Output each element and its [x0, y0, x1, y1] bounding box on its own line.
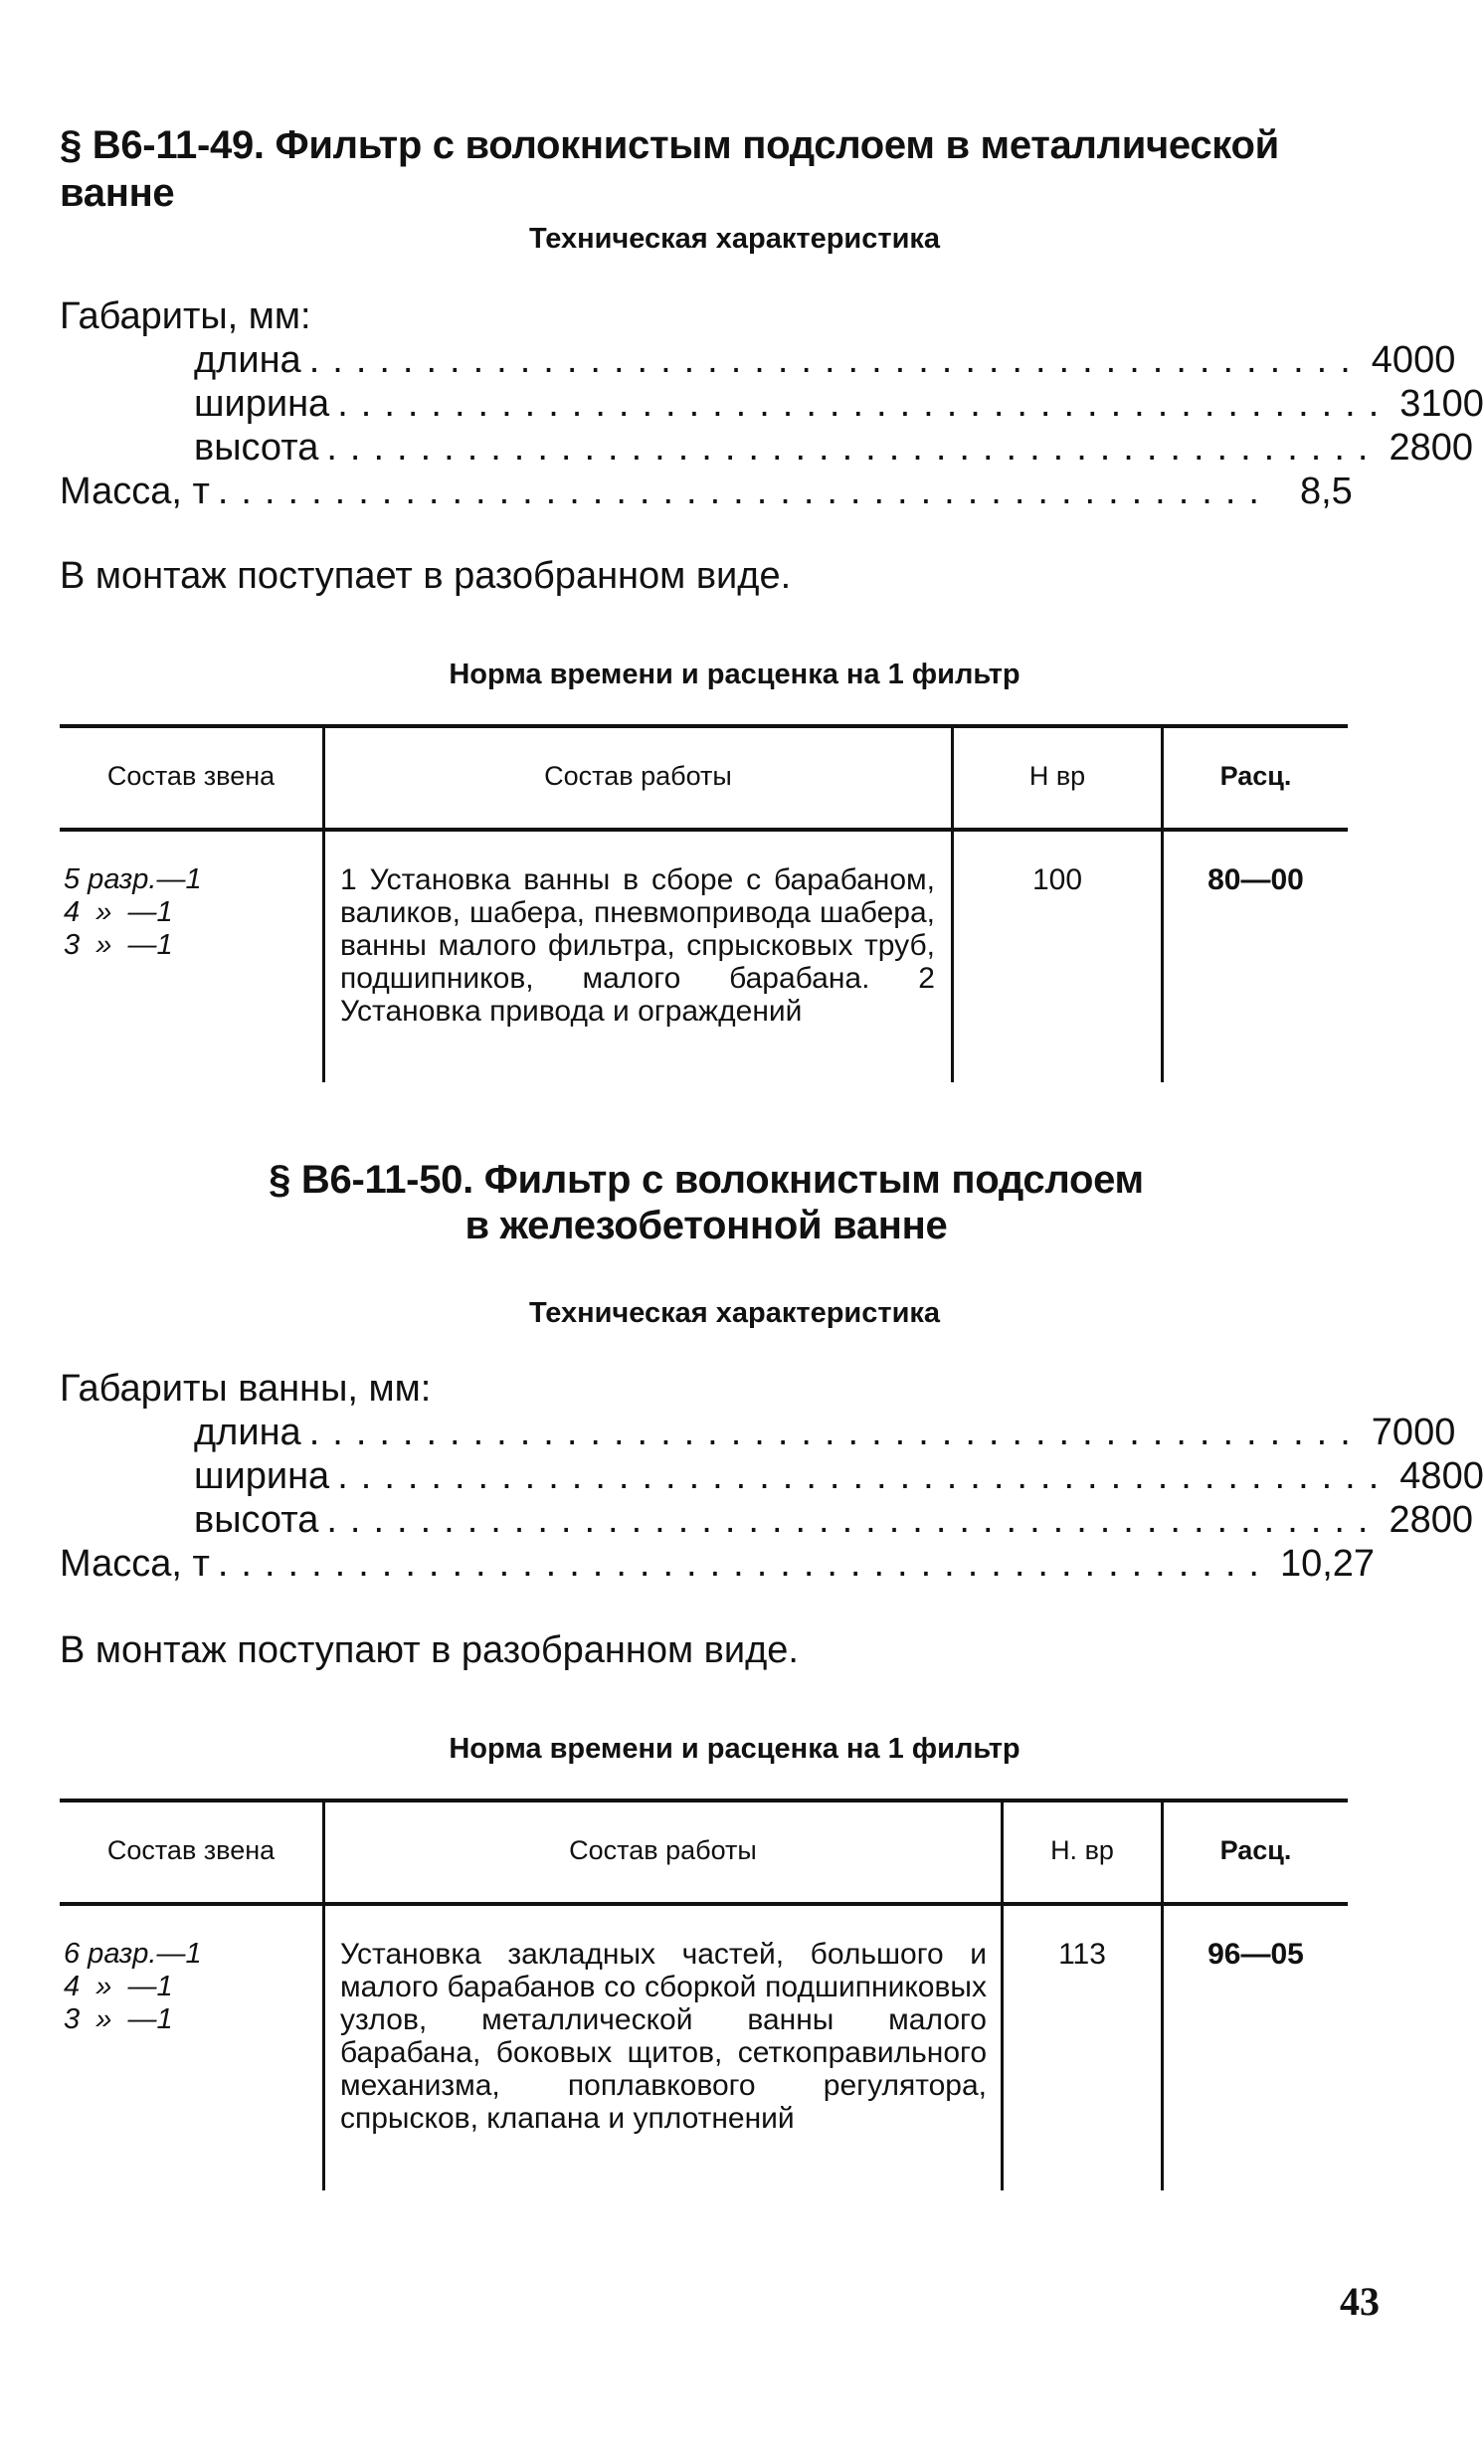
crew-composition: 5 разр.—1 4 » —1 3 » —1 [64, 863, 202, 961]
norm-heading: Норма времени и расценка на 1 фильтр [449, 1733, 1020, 1765]
spec-list [60, 1367, 1484, 1586]
table-top-rule [60, 1799, 1348, 1802]
spec-row [60, 1411, 1456, 1454]
leader-dots: ............................................. [337, 383, 1392, 425]
leader-dots: ............................................. [326, 1499, 1382, 1541]
page-number: 43 [1340, 2279, 1380, 2324]
spec-label: высота [194, 1499, 319, 1541]
header-nvr: Н вр [1028, 761, 1086, 791]
table-header-rule [60, 1902, 1348, 1906]
spec-label: длина [194, 1412, 301, 1453]
spec-row [60, 1454, 1484, 1498]
spec-row [60, 338, 1456, 382]
norm-table [60, 724, 1348, 1082]
leader-dots: ............................................. [337, 1455, 1392, 1497]
leader-dots: ............................................. [326, 427, 1382, 469]
rate: 80—00 [1207, 863, 1304, 896]
spec-label: Масса, т [60, 1543, 210, 1585]
time-norm: 100 [1031, 863, 1083, 896]
spec-row-mass [60, 1542, 1376, 1586]
header-rate: Расц. [1219, 761, 1292, 791]
spec-row-mass [60, 470, 1353, 513]
leader-dots: ............................................. [308, 1412, 1364, 1453]
leader-dots: ............................................. [308, 339, 1364, 381]
header-crew: Состав звена [106, 1835, 276, 1865]
header-work: Состав работы [544, 761, 732, 791]
header-work: Состав работы [569, 1835, 757, 1865]
header-nvr: Н. вр [1050, 1835, 1114, 1865]
leader-dots: ............................................. [217, 1543, 1272, 1585]
assembly-note: В монтаж поступает в разобранном виде. [60, 555, 792, 597]
spec-group-label: Габариты ванны, мм: [60, 1368, 432, 1410]
spec-value: 3100 [1399, 383, 1484, 425]
spec-value: 4000 [1371, 339, 1456, 381]
spec-row [60, 426, 1473, 470]
spec-value: 2800 [1389, 1499, 1473, 1541]
spec-row [60, 382, 1484, 426]
spec-value: 4800 [1399, 1455, 1484, 1497]
table-header-rule [60, 828, 1348, 832]
spec-value: 8,5 [1299, 471, 1353, 512]
norm-table [60, 1799, 1348, 2190]
section-title-line2: в железобетонной ванне [464, 1204, 948, 1247]
spec-heading: Техническая характеристика [528, 223, 941, 255]
leader-dots: ............................................. [217, 471, 1272, 512]
rate: 96—05 [1207, 1938, 1304, 1971]
spec-label: ширина [194, 1455, 330, 1497]
time-norm: 113 [1058, 1938, 1106, 1971]
work-description: 1 Установка ванны в сборе с барабаном, валиков, шабера, пневмопривода шабера, ванны малого фильтра, спрысковых труб, подшипников, малого барабана. 2 Установка привода и ограждений [340, 863, 935, 1028]
norm-heading: Норма времени и расценка на 1 фильтр [449, 659, 1020, 690]
spec-heading: Техническая характеристика [528, 1297, 941, 1329]
spec-value: 10,27 [1279, 1543, 1376, 1585]
work-description: Установка закладных частей, большого и малого барабанов со сборкой подшипниковых узлов, металлической ванны малого барабана, боковых щитов, сеткоправильного механизма, поплавкового регулятора, спрысков, клапана и уплотнений [340, 1938, 987, 2135]
spec-label: ширина [194, 383, 330, 425]
spec-label: длина [194, 339, 301, 381]
header-rate: Расц. [1219, 1835, 1292, 1865]
section-title-line1: § В6-11-50. Фильтр с волокнистым подслоем [269, 1158, 1144, 1202]
crew-composition: 6 разр.—1 4 » —1 3 » —1 [64, 1938, 202, 2035]
spec-value: 2800 [1389, 427, 1473, 469]
table-top-rule [60, 724, 1348, 728]
spec-value: 7000 [1371, 1412, 1456, 1453]
spec-label: Масса, т [60, 471, 210, 512]
header-crew: Состав звена [106, 761, 276, 791]
spec-group-label: Габариты, мм: [60, 295, 311, 337]
spec-row [60, 1498, 1473, 1542]
assembly-note: В монтаж поступают в разобранном виде. [60, 1629, 799, 1671]
spec-label: высота [194, 427, 319, 469]
section-title: § В6-11-49. Фильтр с волокнистым подслоем в металлической ванне [60, 123, 1279, 215]
spec-list [60, 294, 1484, 513]
